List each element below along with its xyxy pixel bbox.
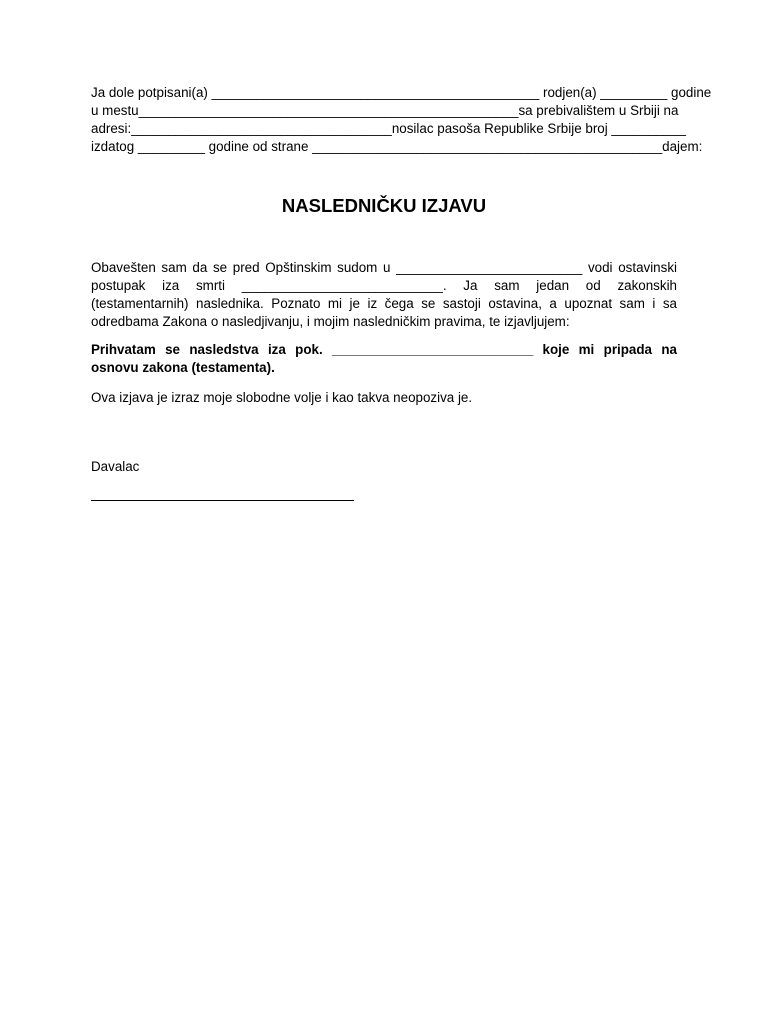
document-title: NASLEDNIČKU IZJAVU	[281, 195, 487, 216]
signature-line	[91, 500, 354, 501]
header-line: adresi:___________________________________nosilac pasoša Republike Srbije broj __________	[91, 121, 686, 136]
body-line: Obavešten sam da se pred Opštinskim sudom u _________________________ vodi ostavinski	[91, 260, 677, 275]
header-paragraph	[91, 84, 712, 156]
acceptance-line: osnovu zakona (testamenta).	[91, 360, 275, 375]
statement-line: Ova izjava je izraz moje slobodne volje i kao takva neopoziva je.	[91, 390, 473, 405]
body-line: odredbama Zakona o nasledjivanju, i mojim nasledničkim pravima, te izjavljujem:	[91, 314, 570, 329]
header-line: izdatog _________ godine od strane _______________________________________________dajem:	[91, 139, 703, 154]
acceptance-line: Prihvatam se nasledstva iza pok. ___________________________ koje mi pripada na	[91, 342, 677, 357]
body-line: (testamentarnih) naslednika. Poznato mi je iz čega se sastoji ostavina, a upoznat sam i sa	[91, 296, 677, 311]
header-line: Ja dole potpisani(a) ____________________________________________ rodjen(a) _________ godine	[91, 85, 712, 100]
body-paragraph	[91, 259, 677, 331]
body-line: postupak iza smrti ___________________________. Ja sam jedan od zakonskih	[91, 278, 677, 293]
statement-paragraph	[91, 389, 677, 407]
header-line: u mestu___________________________________________________sa prebivalištem u Srbiji na	[91, 103, 679, 118]
signature-label: Davalac	[91, 459, 140, 474]
acceptance-paragraph	[91, 341, 677, 377]
